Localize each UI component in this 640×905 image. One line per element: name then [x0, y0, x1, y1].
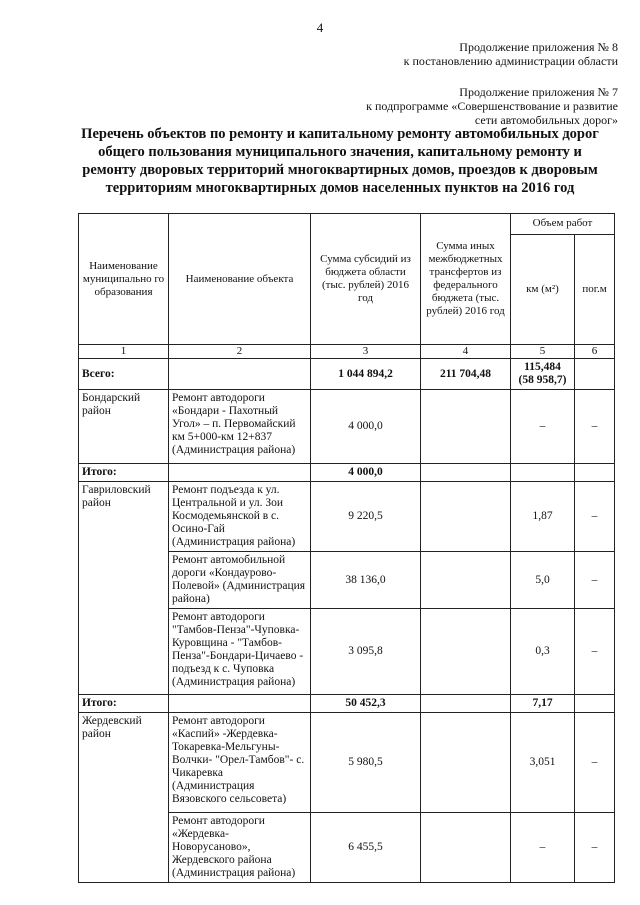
subsidy-value: 4 000,0: [311, 390, 421, 464]
object-name: Ремонт автодороги «Бондари - Пахотный Угол» – п. Первомайский км 5+000-км 12+837 (Администрация района): [169, 390, 311, 464]
km-value: –: [511, 813, 575, 883]
col-header-pog: пог.м: [575, 234, 615, 344]
table-cell: [421, 464, 511, 482]
table-cell: [169, 359, 311, 390]
pog-value: –: [575, 713, 615, 813]
km-value: 5,0: [511, 552, 575, 609]
object-name: Ремонт автодороги "Тамбов-Пенза"-Чуповка-Куровщина - "Тамбов-Пенза"-Бондари-Цичаево - подъезд к с. Чуповка (Администрация района): [169, 609, 311, 695]
subtotal-subsidy: 50 452,3: [311, 695, 421, 713]
table-row: [79, 482, 615, 552]
table-cell: [169, 464, 311, 482]
table-cell: [575, 464, 615, 482]
km-value: 0,3: [511, 609, 575, 695]
table-cell: [169, 695, 311, 713]
object-name: Ремонт автодороги «Каспий» -Жердевка-Токаревка-Мельгуны-Волчки- "Орел-Тамбов"- с. Чикаревка (Администрация Вязовского сельсовета): [169, 713, 311, 813]
total-transfers: 211 704,48: [421, 359, 511, 390]
header-line: Продолжение приложения № 7: [459, 85, 618, 99]
subsidy-value: 9 220,5: [311, 482, 421, 552]
km-value: 1,87: [511, 482, 575, 552]
objects-table: [78, 213, 615, 883]
header-line: к подпрограмме «Совершенствование и развитие: [366, 99, 618, 113]
total-subsidy: 1 044 894,2: [311, 359, 421, 390]
table-cell: [421, 713, 511, 813]
column-number: 1: [79, 345, 169, 359]
object-name: Ремонт автомобильной дороги «Кондаурово-Полевой» (Администрация района): [169, 552, 311, 609]
column-number: 5: [511, 345, 575, 359]
col-header-transfers: Сумма иных межбюджетных трансфертов из федерального бюджета (тыс. рублей) 2016 год: [421, 214, 511, 345]
table-cell: [575, 359, 615, 390]
km-value: –: [511, 390, 575, 464]
col-header-subsidy: Сумма субсидий из бюджета области (тыс. рублей) 2016 год: [311, 214, 421, 345]
column-number: 3: [311, 345, 421, 359]
table-cell: [421, 813, 511, 883]
total-km-value: 115,484: [524, 361, 561, 373]
column-number: 6: [575, 345, 615, 359]
column-number: 4: [421, 345, 511, 359]
table-cell: [511, 464, 575, 482]
col-header-municipality: Наименование муниципально го образования: [79, 214, 169, 345]
column-number: 2: [169, 345, 311, 359]
subsidy-value: 38 136,0: [311, 552, 421, 609]
subtotal-row: [79, 695, 615, 713]
km-value: 3,051: [511, 713, 575, 813]
subtotal-subsidy: 4 000,0: [311, 464, 421, 482]
col-header-object: Наименование объекта: [169, 214, 311, 345]
total-label: Всего:: [79, 359, 169, 390]
table-row: [79, 713, 615, 813]
table-cell: [421, 390, 511, 464]
subtotal-label: Итого:: [79, 464, 169, 482]
district-name: Гавриловский район: [79, 482, 169, 695]
table-cell: [421, 552, 511, 609]
subsidy-value: 3 095,8: [311, 609, 421, 695]
table-cell: [421, 695, 511, 713]
header-line: сети автомобильных дорог»: [474, 113, 618, 127]
pog-value: –: [575, 482, 615, 552]
subtotal-row: [79, 464, 615, 482]
object-name: Ремонт подъезда к ул. Центральной и ул. Зои Космодемьянской в с. Осино-Гай (Администрация района): [169, 482, 311, 552]
header-line: Продолжение приложения № 8: [459, 40, 618, 54]
pog-value: –: [575, 609, 615, 695]
page-number: 4: [316, 20, 324, 35]
total-km: [511, 359, 575, 390]
total-row: [79, 359, 615, 390]
column-number-row: [79, 345, 615, 359]
table-cell: [575, 695, 615, 713]
district-name: Жердевский район: [79, 713, 169, 883]
district-name: Бондарский район: [79, 390, 169, 464]
subtotal-km: 7,17: [511, 695, 575, 713]
header-line: к постановлению администрации области: [403, 54, 618, 68]
pog-value: –: [575, 813, 615, 883]
document-title: Перечень объектов по ремонту и капитальному ремонту автомобильных дорог общего пользования муниципального значения, капитальному ремонту и ремонту дворовых территорий многоквартирных домов, проездов к дворовым территориям многоквартирных домов населенных пунктов на 2016 год: [81, 126, 599, 196]
table-cell: [421, 609, 511, 695]
subtotal-label: Итого:: [79, 695, 169, 713]
pog-value: –: [575, 390, 615, 464]
subsidy-value: 5 980,5: [311, 713, 421, 813]
total-m2-value: (58 958,7): [518, 374, 567, 386]
pog-value: –: [575, 552, 615, 609]
col-header-km: км (м²): [511, 234, 575, 344]
col-header-volume: Объем работ: [511, 214, 615, 235]
table-cell: [421, 482, 511, 552]
table-row: [79, 390, 615, 464]
table-header-row: [79, 214, 615, 235]
appendix-header-8: [404, 40, 618, 68]
subsidy-value: 6 455,5: [311, 813, 421, 883]
object-name: Ремонт автодороги «Жердевка-Новорусаново», Жердевского района (Администрация района): [169, 813, 311, 883]
appendix-header-7: [366, 85, 618, 127]
